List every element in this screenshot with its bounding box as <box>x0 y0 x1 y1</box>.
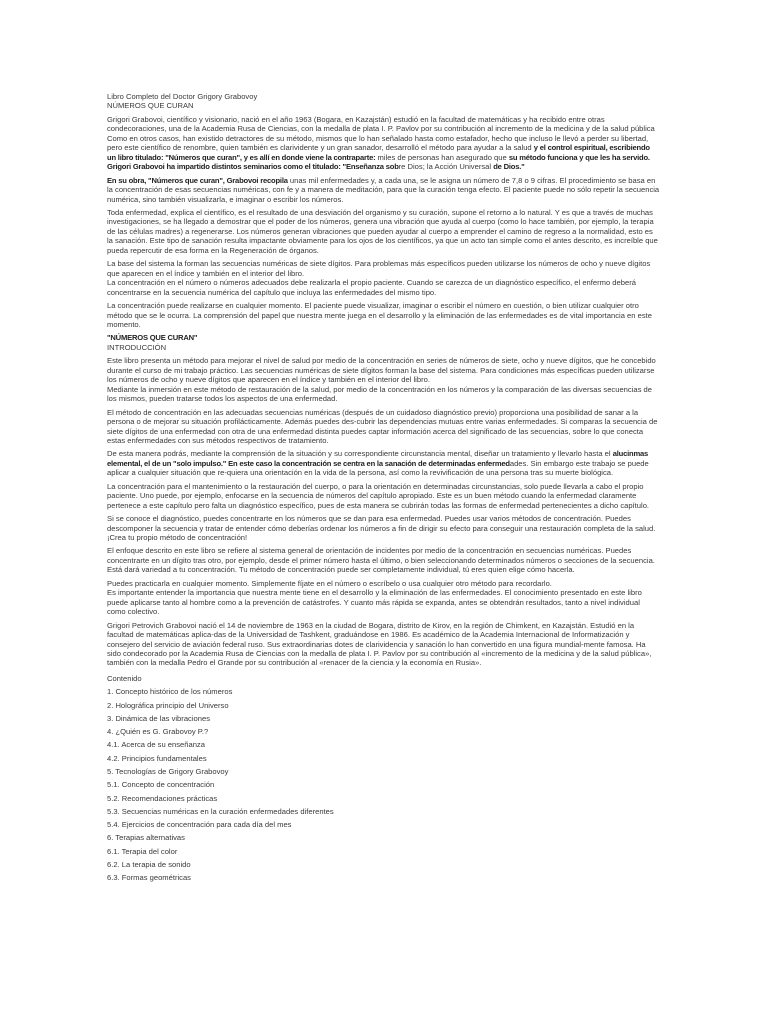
intro-text: Grigori Grabovoi, científico y visionario, nació en el año 1963 (Bogara, en Kazajstán) estudió en la facultad de matemáticas y ha recibido entre otras condecoraciones, una de la Academia Rusa de Ciencias, con la medalla de plata I. P. Pavlov por su contribución al incremento de la medicina y de la salud pública Como en otros casos, han existido detractores de su método, mismos que lo han señalado hasta como estafador, hecho que incluso le llevó a perder su libertad, pero este científico de renombre, quien también es clarividente y un gran sanador, desarrolló el método para ayudar a la salud <box>107 114 655 153</box>
toc-item: 3. Dinámica de las vibraciones <box>107 713 210 723</box>
table-of-contents <box>107 672 660 885</box>
document-page <box>107 92 660 885</box>
importante-paragraph: Es importante entender la importancia que nuestra mente tiene en el desarrollo y la eliminación de las enfermedades. El conocimiento presentado en este libro puede aplicarse tanto al hombre como a la prevención de catástrofes. Y cuanto más rápida se expanda, antes se obtendrán resultados, tanto a nivel individual como colectivo. <box>107 588 642 617</box>
book-header <box>107 92 660 111</box>
intro-paragraph <box>107 115 660 172</box>
obra-paragraph <box>107 176 660 204</box>
heading-introduccion: INTRODUCCIÓN <box>107 342 167 352</box>
book-subtitle: NÚMEROS QUE CURAN <box>107 101 194 111</box>
toc-item: 6.1. Terapia del color <box>107 846 178 856</box>
manera-bold: alucinmas elemental, el de un "solo impulso." En este caso la concentración se centra en la sanación de determinadas enfermed <box>107 449 649 468</box>
toc-item: 5.4. Ejercicios de concentración para cada día del mes <box>107 820 292 830</box>
intro-bold-1: y el control espiritual, escribiendo un libro titulado: "Números que curan", y es allí en donde viene la contraparte: <box>107 143 650 162</box>
toc-heading: Contenido <box>107 673 142 683</box>
toc-item: 5.2. Recomendaciones prácticas <box>107 793 218 803</box>
diagnostico-paragraph: Si se conoce el diagnóstico, puedes concentrarte en los números que se dan para esa enfermedad. Puedes usar varios métodos de concentración. Puedes descomponer la secuencia y tratar de entender cómo deberías ordenar los números a fin de dirigir su efecto para conseguir una restauración completa de la salud. ¡Crea tu propio método de concentración! <box>107 514 656 543</box>
practicarla-paragraph: Puedes practicarla en cualquier momento. Simplemente fíjate en el número o escríbelo o usa cualquier otro método para recordarlo. <box>107 578 552 588</box>
toc-item: 1. Concepto histórico de los números <box>107 687 233 697</box>
intro-tail-1: miles de personas han asegurado que <box>375 152 507 162</box>
base-paragraph: La base del sistema la forman las secuencias numéricas de siete dígitos. Para problemas más específicos pueden utilizarse los números de ocho y nueve dígitos que aparecen en el índice y también en el interior del libro. <box>107 259 651 278</box>
momento-paragraph: La concentración puede realizarse en cualquier momento. El paciente puede visualizar, imaginar o escribir el número en cuestión, o bien utilizar cualquier otro método que se le ocurra. La comprensión del papel que nuestra mente juega en el desarrollo y la eliminación de las enfermedades es de vital importancia en este momento. <box>107 301 652 329</box>
intro-tail-2: re Dios; la Acción Universal <box>398 162 492 172</box>
intro-bold-2: su método funciona y que les ha servido. Grigori Grabovoi ha impartido distintos seminarios como el titulado: "Enseñanza sob <box>107 152 650 172</box>
libro-paragraph: Este libro presenta un método para mejorar el nivel de salud por medio de la concentración en series de números de siete, ocho y nueve dígitos, que he concebido durante el curso de mi trabajo práctico. Las secuencias numéricas de siete dígitos forman la base del sistema. Para condiciones más específicas pueden utilizarse los números de ocho y nueve dígitos que aparecen en el índice y también en el interior del libro. <box>107 356 656 385</box>
manera-text-rest: ades. Sin embargo este trabajo se puede aplicar a cualquier situación que re-quiera una orientación en la vida de la persona, así como la revivificación de una persona tras su muerte biológica. <box>107 458 649 478</box>
toc-item: 6.3. Formas geométricas <box>107 873 191 883</box>
manera-paragraph <box>107 449 660 477</box>
obra-text: unas mil enfermedades y, a cada una, se le asigna un número de 7,8 o 9 cifras. El procedimiento se basa en la concentración de esas secuencias numéricas, con fe y a manera de meditación, para que la curación tenga efecto. El paciente puede no sólo repetir la secuencia numérica, sino también visualizarla, e imaginar o escribir los números. <box>107 175 660 204</box>
toc-item: 2. Holográfica principio del Universo <box>107 700 229 710</box>
book-title: Libro Completo del Doctor Grigory Grabovoy <box>107 92 258 101</box>
concentracion-paciente-paragraph: La concentración en el número o números adecuados debe realizarla el propio paciente. Cuando se carezca de un diagnóstico específico, el enfermo deberá concentrarse en la secuencia numérica del capítulo que incluya las enfermedades del mismo tipo. <box>107 278 636 297</box>
toc-item: 5. Tecnologías de Grigory Grabovoy <box>107 767 229 776</box>
section-heading <box>107 333 660 352</box>
toc-item: 6.2. La terapia de sonido <box>107 860 191 870</box>
toc-item: 6. Terapias alternativas <box>107 833 185 843</box>
enfoque-paragraph: El enfoque descrito en este libro se refiere al sistema general de orientación de incidentes por medio de la concentración en secuencias numéricas. Puedes concentrarte en un dígito tras otro, por ejemplo, desde el primer número hasta el último, o bien seleccionando determinados números o secciones de la secuencia. Está dará variedad a tu concentración. Tu método de concentración puede ser completamente individual, tú eres quien elige cómo hacerla. <box>107 546 655 575</box>
mantenimiento-paragraph: La concentración para el mantenimiento o la restauración del cuerpo, o para la orientación en determinadas circunstancias, solo puede llevarla a cabo el propio paciente. Uno puede, por ejemplo, enfocarse en la secuencia de números del capítulo apropiado. Este es un buen método cuando la enfermedad claramente pertenece a este capítulo pero falta un diagnóstico específico, pues de esta manera se cubrirán todas las formas de enfermedad pertenecientes a dicho capítulo. <box>107 481 650 510</box>
toc-item: 4. ¿Quién es G. Grabovoy P.? <box>107 727 209 737</box>
inmersion-paragraph: Mediante la inmersión en este método de restauración de la salud, por medio de la concentración en los números y la comparación de las diversas secuencias de los mismos, pueden tratarse todos los aspectos de una enfermedad. <box>107 384 652 404</box>
petrovich-paragraph: Grigori Petrovich Grabovoi nació el 14 de noviembre de 1963 en la ciudad de Bogara, distrito de Kirov, en la región de Chimkent, en Kazajstán. Estudió en la facultad de matemáticas aplica-das de la Universidad de Tashkent, graduándose en 1986. Es académico de la Academia Internacional de Informatización y consejero del servicio de aviación federal ruso. Sus extraordinarias dotes de clarividencia y sanación lo han convertido en una figura mundial-mente famosa. Ha sido condecorado por la Academia Rusa de Ciencias con la medalla de plata I. P. Pavlov por su contribución al «incremento de la medicina y de la salud pública», también con la medalla Pedro el Grande por su contribución al «renacer de la ciencia y la economía en Rusia». <box>107 620 652 668</box>
toc-item: 5.1. Concepto de concentración <box>107 780 215 790</box>
toc-item: 4.1. Acerca de su enseñanza <box>107 740 205 750</box>
manera-text-pre: De esta manera podrás, mediante la comprensión de la situación y su correspondiente circunstancia mental, diseñar un tratamiento y llevarlo hasta el <box>107 449 611 459</box>
intro-bold-3: de Dios." <box>493 162 525 172</box>
heading-quoted: "NÚMEROS QUE CURAN" <box>107 333 198 343</box>
toc-item: 4.2. Principios fundamentales <box>107 753 207 763</box>
enfermedad-paragraph: Toda enfermedad, explica el científico, es el resultado de una desviación del organismo y su curación, supone el retorno a lo natural. Y es que a través de muchas investigaciones, se ha llegado a demostrar que el poder de los números, genera una vibración que ayuda al cuerpo (como lo hace también, por ejemplo, la terapia de las células madres) a regenerarse. Los números generan vibraciones que pueden ayudar al cuerpo a emprender el camino de regreso a la normalidad, esto es la sanación. Este tipo de sanación resulta impactante obviamente para los ojos de los científicos, ya que un acto tan simple como el antes descrito, es increíble que pueda repercutir de esa forma en la Regeneración de órganos. <box>107 207 658 255</box>
metodo-paragraph: El método de concentración en las adecuadas secuencias numéricas (después de un cuidadoso diagnóstico previo) proporciona una posibilidad de sanar a la persona o de mejorar su situación profilácticamente. Además puedes des-cubrir las dependencias mutuas entre varias enfermedades. Si comparas la secuencia de siete dígitos de una enfermedad con otra de una enfermedad distinta puedes captar información acerca del significado de las secuencias, sobre lo que conecta estas enfermedades con sus métodos respectivos de tratamiento. <box>107 407 658 445</box>
toc-item: 5.3. Secuencias numéricas en la curación enfermedades diferentes <box>107 806 334 816</box>
obra-bold: En su obra, "Números que curan", Grabovoi recopila <box>107 175 288 185</box>
